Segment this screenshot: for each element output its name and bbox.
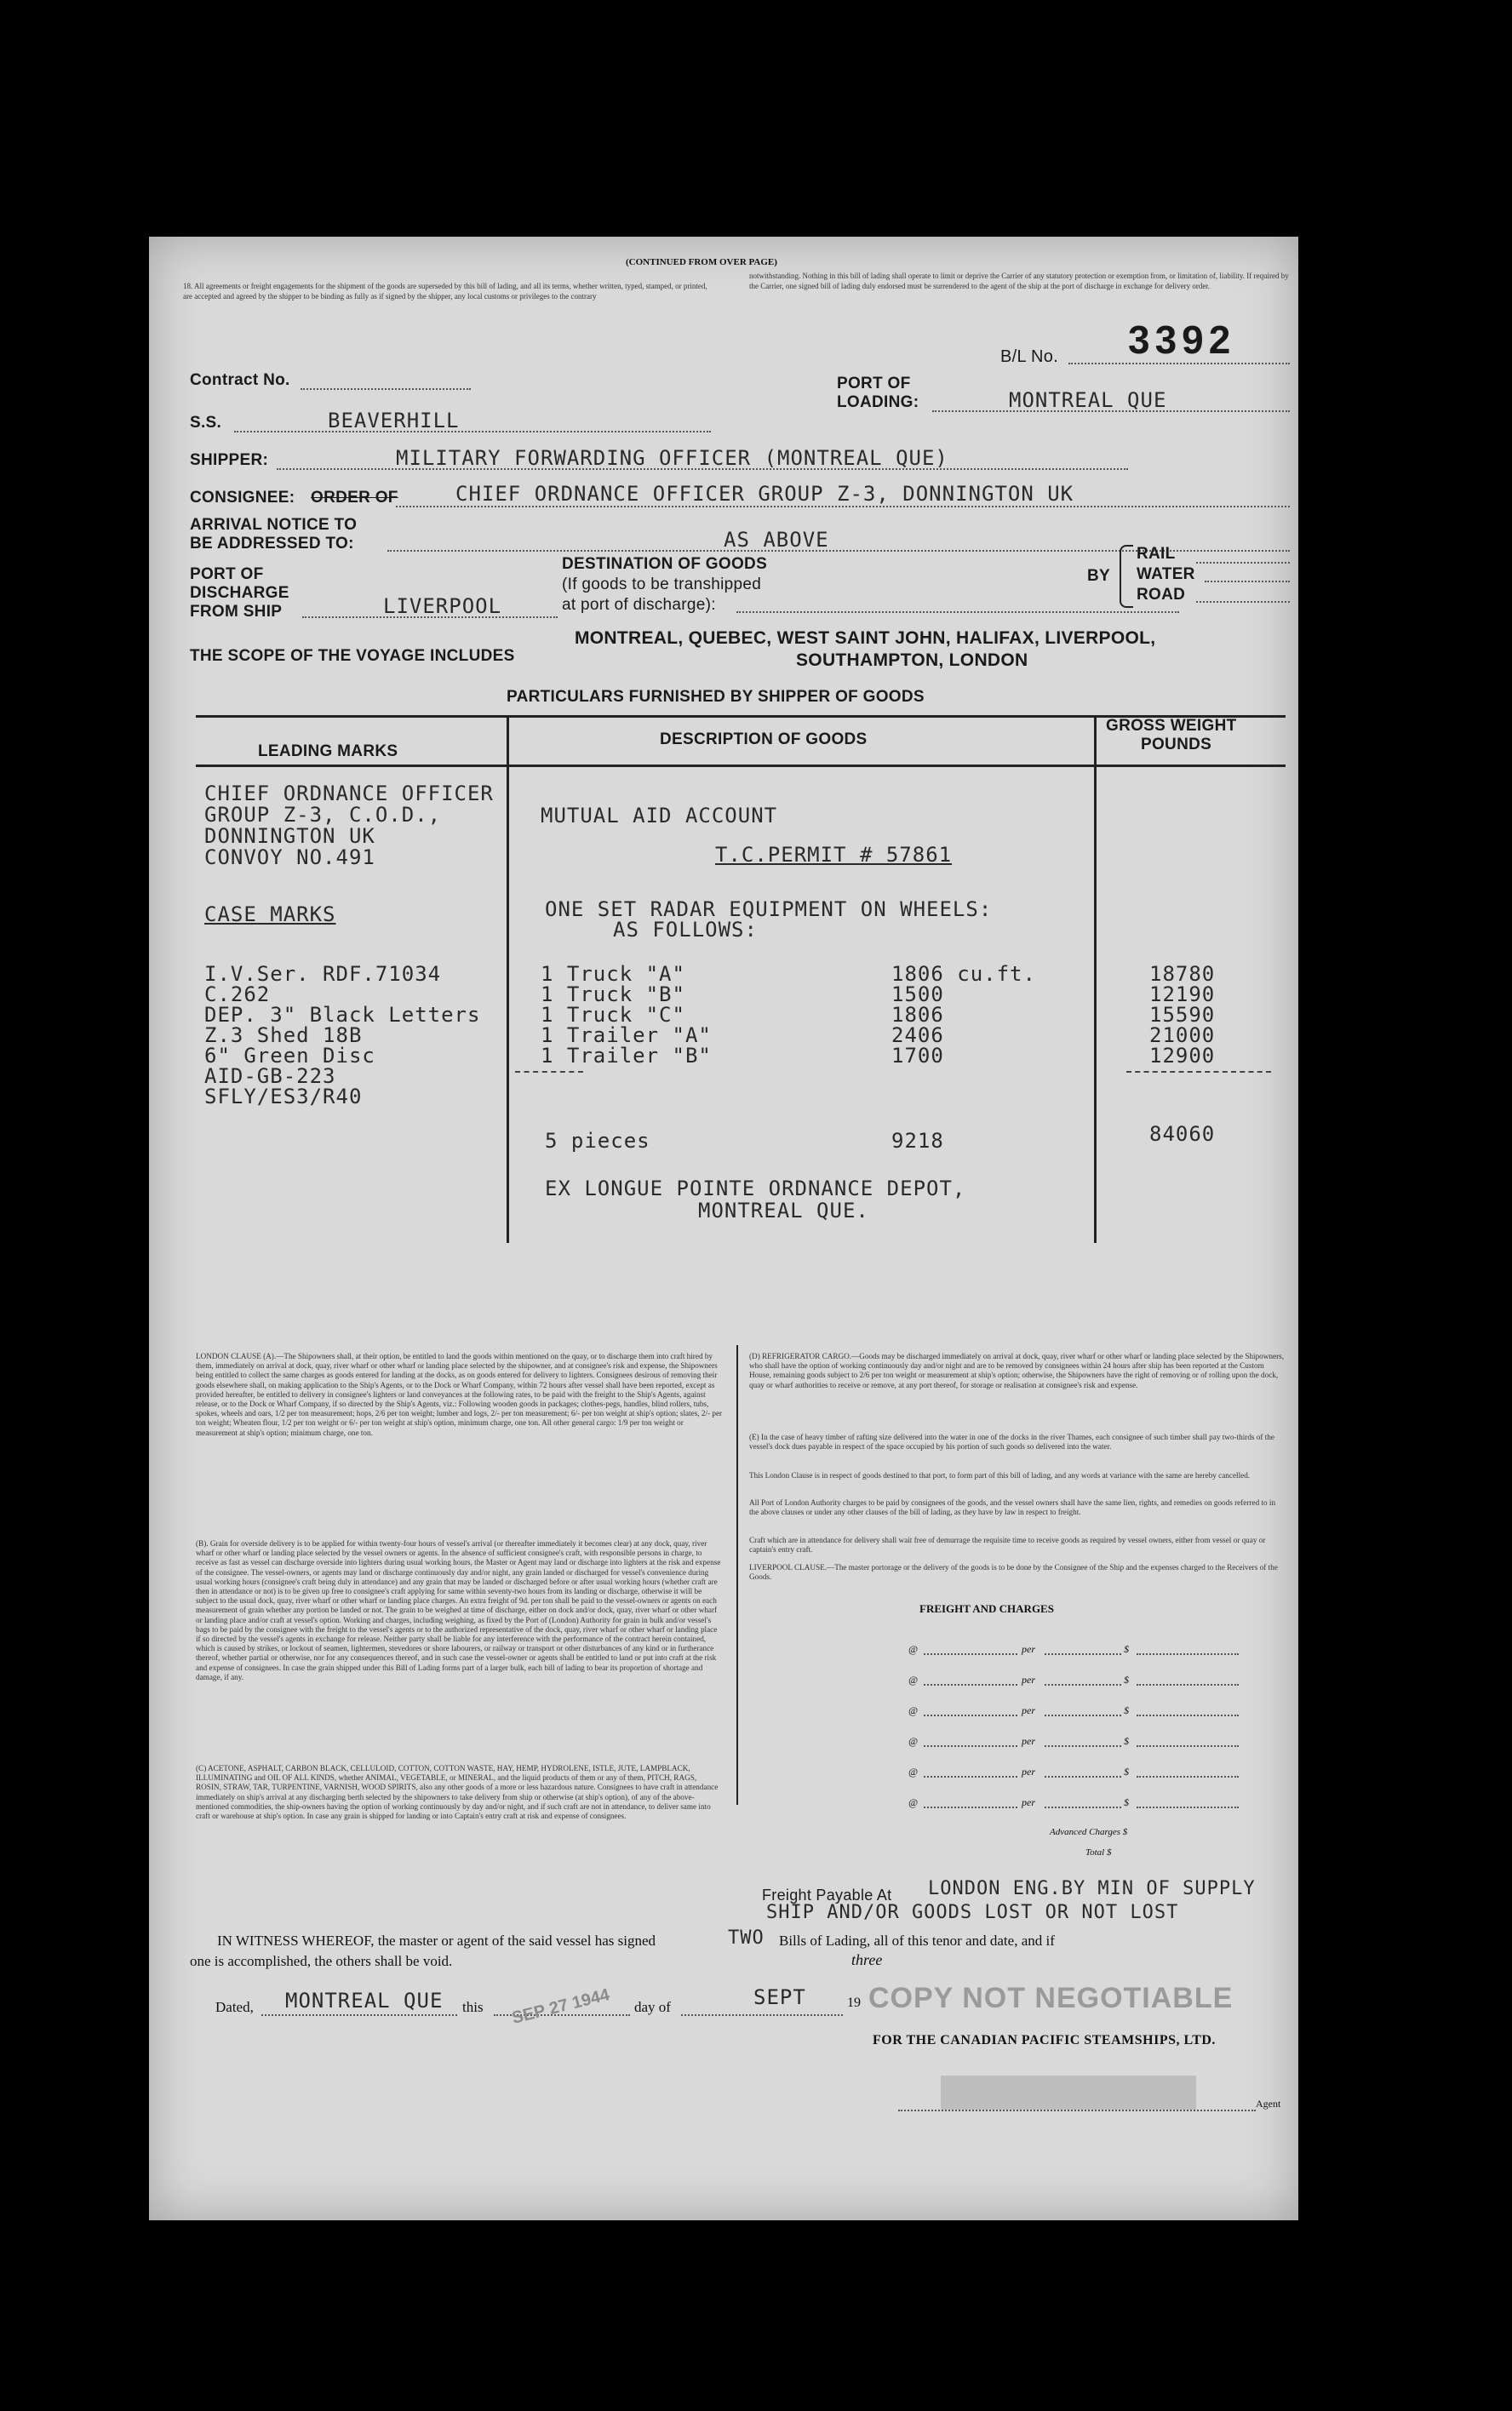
copy-not-negotiable-stamp: COPY NOT NEGOTIABLE — [868, 1982, 1234, 2014]
freight-dollar: $ — [1124, 1643, 1129, 1655]
shipper-label: SHIPPER: — [190, 451, 269, 469]
item-cuft: 1806 — [891, 1003, 944, 1027]
mark-line-1: CHIEF ORDNANCE OFFICER — [204, 782, 494, 805]
company-signature-line: FOR THE CANADIAN PACIFIC STEAMSHIPS, LTD. — [873, 2033, 1216, 2047]
discharge-label-1: PORT OF — [190, 565, 264, 583]
freight-dollar: $ — [1124, 1796, 1129, 1808]
freight-rate-line — [924, 1684, 1017, 1686]
day-of-label: day of — [634, 1999, 671, 2015]
arrival-value: AS ABOVE — [724, 528, 829, 552]
month-line — [681, 2014, 843, 2016]
freight-unit-line — [1045, 1653, 1121, 1655]
agent-label: Agent — [1256, 2098, 1281, 2110]
desc-account: MUTUAL AID ACCOUNT — [541, 804, 778, 828]
destination-line — [736, 611, 1179, 613]
case-marks-title: CASE MARKS — [204, 902, 336, 926]
table-header-rule — [196, 765, 1286, 767]
col-pounds: POUNDS — [1141, 736, 1212, 753]
item-cuft: 1700 — [891, 1044, 944, 1068]
desc-set-2: AS FOLLOWS: — [613, 918, 758, 942]
col-leading-marks: LEADING MARKS — [258, 742, 398, 760]
consignee-value: CHIEF ORDNANCE OFFICER GROUP Z-3, DONNINGTON UK — [455, 482, 1074, 506]
freight-unit-line — [1045, 1807, 1121, 1808]
freight-per: per — [1022, 1704, 1035, 1716]
freight-rate-line — [924, 1745, 1017, 1747]
destination-label-3: at port of discharge): — [562, 596, 716, 614]
case-mark-7: SFLY/ES3/R40 — [204, 1085, 363, 1108]
freight-unit-line — [1045, 1745, 1121, 1747]
freight-at: @ — [908, 1735, 919, 1747]
freight-per: per — [1022, 1674, 1035, 1686]
by-water: WATER — [1137, 565, 1195, 583]
witness-line-1b: Bills of Lading, all of this tenor and date, and if — [779, 1933, 1055, 1949]
item-desc: 1 Truck "A" — [541, 962, 685, 986]
freight-unit-line — [1045, 1684, 1121, 1686]
freight-title: FREIGHT AND CHARGES — [919, 1602, 1054, 1615]
freight-amount-line — [1137, 1653, 1239, 1655]
freight-dollar: $ — [1124, 1735, 1129, 1747]
bill-of-lading-sheet — [149, 237, 1298, 2220]
dated-label: Dated, — [215, 1999, 254, 2015]
freight-unit-line — [1045, 1776, 1121, 1778]
freight-rate-line — [924, 1715, 1017, 1716]
freight-unit-line — [1045, 1715, 1121, 1716]
scope-value-1: MONTREAL, QUEBEC, WEST SAINT JOHN, HALIFAX, LIVERPOOL, — [575, 628, 1156, 648]
case-mark-1: I.V.Ser. RDF.71034 — [204, 962, 442, 986]
ss-line — [234, 431, 711, 432]
dated-line — [261, 2014, 457, 2016]
by-rail-line — [1196, 562, 1290, 564]
by-road: ROAD — [1137, 586, 1186, 604]
freight-rate-line — [924, 1653, 1017, 1655]
month-value: SEPT — [753, 1985, 806, 2009]
case-mark-3: DEP. 3" Black Letters — [204, 1003, 481, 1027]
ex-depot-1: EX LONGUE POINTE ORDNANCE DEPOT, — [545, 1177, 966, 1200]
mark-line-2: GROUP Z-3, C.O.D., — [204, 803, 442, 827]
mark-line-4: CONVOY NO.491 — [204, 845, 375, 869]
london-clause-f: This London Clause is in respect of goods destined to that port, to form part of this bill of lading, and any words at variance with the same are hereby cancelled. — [749, 1471, 1251, 1480]
desc-set-1: ONE SET RADAR EQUIPMENT ON WHEELS: — [545, 897, 993, 921]
date-stamp: SEP 27 1944 — [509, 1985, 612, 2028]
advanced-charges-label: Advanced Charges $ — [1050, 1827, 1128, 1837]
discharge-label-3: FROM SHIP — [190, 603, 283, 621]
witness-count-typed: TWO — [728, 1927, 765, 1949]
total-weight: 84060 — [1149, 1122, 1216, 1146]
freight-per: per — [1022, 1643, 1035, 1655]
by-rail: RAIL — [1137, 545, 1176, 563]
table-col-divider-2 — [1094, 715, 1097, 1243]
liverpool-clause: LIVERPOOL CLAUSE.—The master portorage or the delivery of the goods is to be done by the Consignee of the Ship and the expenses charged to the Receivers of the Goods. — [749, 1563, 1278, 1582]
clause-18-left: 18. All agreements or freight engagements for the shipment of the goods are superseded by this bill of lading, and all its terms, whether written, typed, stamped, or printed, are accepted and agreed by the shipper to be binding as fully as if signed by the shipper, any local customs or privileges to the contrary — [183, 282, 707, 301]
case-mark-5: 6" Green Disc — [204, 1044, 375, 1068]
freight-payable-value-2: SHIP AND/OR GOODS LOST OR NOT LOST — [766, 1902, 1179, 1923]
london-clause-e: (E) In the case of heavy timber of rafting size delivered into the water in one of the docks in the river Thames, each consignee of such timber shall pay two-thirds of the vessel's dock dues payable in respect of the space occupied by his portion of such goods so delivered into the water. — [749, 1433, 1274, 1452]
freight-per: per — [1022, 1766, 1035, 1778]
destination-label-2: (If goods to be transhipped — [562, 576, 762, 593]
continued-note: (CONTINUED FROM OVER PAGE) — [626, 257, 777, 267]
mark-line-3: DONNINGTON UK — [204, 824, 375, 848]
contract-line — [301, 388, 471, 390]
arrival-label-1: ARRIVAL NOTICE TO — [190, 516, 358, 534]
witness-count-handwritten: three — [851, 1951, 883, 1968]
freight-payable-label: Freight Payable At — [762, 1887, 892, 1904]
freight-dollar: $ — [1124, 1674, 1129, 1686]
signature-smudge — [941, 2076, 1196, 2110]
item-cuft: 1806 cu.ft. — [891, 962, 1036, 986]
freight-rate-line — [924, 1807, 1017, 1808]
freight-amount-line — [1137, 1684, 1239, 1686]
witness-line-1a: IN WITNESS WHEREOF, the master or agent of the said vessel has signed — [217, 1933, 656, 1949]
agent-line — [898, 2110, 1256, 2111]
freight-amount-line — [1137, 1715, 1239, 1716]
freight-dollar: $ — [1124, 1766, 1129, 1778]
total-cuft: 9218 — [891, 1129, 944, 1153]
consignee-label: CONSIGNEE: — [190, 489, 295, 507]
by-water-line — [1205, 581, 1290, 582]
london-clause-b: (B). Grain for overside delivery is to be applied for within twenty-four hours of vessel's arrival (or thereafter immediately it becomes clear) at any dock, quay, river wharf or other wharf or landing place selected by the vessel owners or agents. In the absence of sufficient consignee's craft, with responsible persons in charge, to receive as fast as vessel can discharge overside into lighters during usual working hours, the Master or Agent may land or discharge into lighters at the risk and expense of the consignee. The vessel-owners, or agents may land or discharge continuously day and/or night, any grain landed or discharged for vessel's convenience during usual working hours (consignee's craft being duly in attendance) and any grain that may be landed or discharged before or after usual working hours (whether craft are then in attendance or not) is to be given up free to consignee's craft applying for same within seventy-two hours from its landing or discharge, otherwise it will be subject to the usual dock, quay, river wharf or other wharf or landing place charges. An extra freight of 9d. per ton shall be paid to the vessel-owners or agents on each measurement of grain whether any portion be landed or not. The grain to be weighed at time of discharge, either on dock and/or dock, quay, river wharf or other wharf or landing place and/or craft at vessel's option. Working and charges, including weighing, as fixed by the Port of (London) Authority for grain in bulk and/or vessel's bags to be paid by the consignee with the freight to the vessel's agents or to the authorized representative of the dock, quay, river wharf or other wharf or landing place if so directed by the vessel's agents in exchange for release. Neither party shall be liable for any interference with the performance of the contract herein contained, which is caused by strikes, or lockout of seamen, lightermen, stevedores or shore labourers, or railway or transport or other disturbances of any kind or in furtherance thereof, whether partial or otherwise, nor for any consequences thereof, and in such case the vessel-owner or agents shall be entitled to land or put into craft at the risk and expense of consignees. In case the grain shipped under this Bill of Lading forms part of a larger bulk, each bill of lading to bear its proportion of shortage and damage, if any. — [196, 1539, 721, 1681]
subtotal-rule-left — [515, 1071, 583, 1073]
scope-label: THE SCOPE OF THE VOYAGE INCLUDES — [190, 647, 515, 665]
item-desc: 1 Truck "B" — [541, 982, 685, 1006]
bl-number-line — [1068, 363, 1290, 364]
year-prefix: 19 — [847, 1996, 861, 2010]
port-loading-value: MONTREAL QUE — [1009, 388, 1167, 412]
freight-payable-value-1: LONDON ENG.BY MIN OF SUPPLY — [928, 1878, 1256, 1899]
freight-at: @ — [908, 1766, 919, 1778]
freight-amount-line — [1137, 1807, 1239, 1808]
discharge-label-2: DISCHARGE — [190, 584, 289, 602]
item-desc: 1 Truck "C" — [541, 1003, 685, 1027]
by-label: BY — [1087, 567, 1110, 585]
freight-dollar: $ — [1124, 1704, 1129, 1716]
destination-label-1: DESTINATION OF GOODS — [562, 555, 768, 573]
freight-at: @ — [908, 1796, 919, 1808]
table-col-divider-1 — [507, 715, 509, 1243]
ss-label: S.S. — [190, 414, 222, 432]
item-desc: 1 Trailer "B" — [541, 1044, 712, 1068]
freight-amount-line — [1137, 1776, 1239, 1778]
freight-at: @ — [908, 1643, 919, 1655]
item-weight: 21000 — [1149, 1023, 1216, 1047]
ss-value: BEAVERHILL — [328, 409, 460, 432]
clause-18-right: notwithstanding. Nothing in this bill of lading shall operate to limit or deprive the Carrier of any statutory protection or exemption from, or limitation of, liability. If required by the Carrier, one signed bill of lading duly endorsed must be surrendered to the agent of the ship at the port of discharge in exchange for delivery order. — [749, 272, 1289, 290]
total-charges-label: Total $ — [1085, 1847, 1112, 1858]
bl-number-label: B/L No. — [1000, 347, 1059, 366]
freight-rate-line — [924, 1776, 1017, 1778]
consignee-line — [396, 506, 1290, 507]
by-brace — [1120, 545, 1133, 608]
shipper-value: MILITARY FORWARDING OFFICER (MONTREAL QUE) — [396, 446, 948, 470]
case-mark-4: Z.3 Shed 18B — [204, 1023, 363, 1047]
subtotal-rule-right — [1126, 1071, 1271, 1073]
dated-value: MONTREAL QUE — [285, 1989, 444, 2013]
consignee-struck-text: ORDER OF — [311, 489, 398, 507]
case-mark-2: C.262 — [204, 982, 271, 1006]
freight-per: per — [1022, 1796, 1035, 1808]
bl-number: 3392 — [1128, 318, 1236, 362]
ex-depot-2: MONTREAL QUE. — [698, 1199, 869, 1223]
item-weight: 18780 — [1149, 962, 1216, 986]
col-description: DESCRIPTION OF GOODS — [660, 730, 868, 748]
item-weight: 12900 — [1149, 1044, 1216, 1068]
freight-per: per — [1022, 1735, 1035, 1747]
col-gross-weight: GROSS WEIGHT — [1106, 717, 1237, 735]
case-mark-6: AID-GB-223 — [204, 1064, 336, 1088]
discharge-value: LIVERPOOL — [383, 594, 502, 618]
this-label: this — [462, 1999, 484, 2015]
arrival-label-2: BE ADDRESSED TO: — [190, 535, 354, 553]
port-loading-label-1: PORT OF — [837, 375, 911, 392]
london-clause-c: (C) ACETONE, ASPHALT, CARBON BLACK, CELLULOID, COTTON, COTTON WASTE, HAY, HEMP, HYDROLENE, ISTLE, JUTE, LAMPBLACK, ILLUMINATING and OIL OF ALL KINDS, whether ANIMAL, VEGETABLE, or MINERAL, and the liquid products of them or any of them, PITCH, RAGS, ROSIN, STRAW, TAR, TURPENTINE, VARNISH, WOOD SPIRITS, also any other goods of a more or less hazardous nature. Consignees to have craft in attendance immediately on ship's arrival at any discharging berth selected by the shipowners to take delivery from ship or otherwise (at ship's option), of any of the above-mentioned commodities, the ship-owners having the option of working continuously by day and/or night, and if such craft are not in attendance, to deliver same into craft or warehouse at ship's option. In case any grain is shipped for landing or into Captain's entry craft at risk and expense of consignees. — [196, 1764, 719, 1821]
desc-permit: T.C.PERMIT # 57861 — [715, 843, 953, 867]
particulars-heading: PARTICULARS FURNISHED BY SHIPPER OF GOODS — [507, 688, 925, 706]
item-weight: 12190 — [1149, 982, 1216, 1006]
scope-value-2: SOUTHAMPTON, LONDON — [796, 650, 1028, 670]
london-clause-g: All Port of London Authority charges to be paid by consignees of the goods, and the vessel owners shall have the same lien, rights, and remedies on goods referred to in the above clauses or under any other clauses of the bill of lading, as they have by law in respect to freight. — [749, 1498, 1276, 1517]
port-loading-label-2: LOADING: — [837, 393, 919, 411]
item-cuft: 1500 — [891, 982, 944, 1006]
london-clause-a: LONDON CLAUSE (A).—The Shipowners shall, at their option, be entitled to land the goods within mentioned on the quay, or to discharge them into craft hired by them, immediately on arrival at dock, quay, river wharf or other wharf or landing place selected by the shipowner, and at consignee's risk and expense, the Shipowners being entitled to collect the same charges as goods entered for landing at the docks, as on goods entered for delivery to lighters. Consignees desirous of removing their goods elsewhere shall, on making application to the Ship's Agents, or to the Dock or Wharf Company, within 72 hours after vessel shall have been reported, except as provided hereafter, be entitled to delivery in consignee's lighters or land conveyances at the following rates, to be paid with the freight to the Ship's Agents, against release, or to the Dock or Wharf Company, if so directed by the Ship's Agents, viz.: Following wooden goods in packages; clothes-pegs, handles, blind rollers, tubs, spokes, wheels and oars, 1/2 per ton measurement; hops, 2/6 per ton weight; lumber and logs, 2/- per ton measurement; 6/- per ton weight at ship's option; slates, 2/- per ton weight; Wheaten flour, 1/2 per ton weight or 6/- per ton weight at ship's option, minimum charge, one ton. All other general cargo: 1/9 per ton weight or measurement at ship's option; minimum charge, one ton. — [196, 1352, 723, 1437]
item-cuft: 2406 — [891, 1023, 944, 1047]
witness-line-2: one is accomplished, the others shall be void. — [190, 1953, 453, 1969]
contract-label: Contract No. — [190, 371, 290, 389]
freight-at: @ — [908, 1704, 919, 1716]
freight-amount-line — [1137, 1745, 1239, 1747]
freight-at: @ — [908, 1674, 919, 1686]
london-clause-d: (D) REFRIGERATOR CARGO.—Goods may be discharged immediately on arrival at dock, quay, river wharf or other wharf or landing place selected by the Shipowners, who shall have the option of working continuously day and/or night and are to be removed by consignees within 24 hours after ship has been reported at the Custom House, remaining goods subject to 2/6 per ton weight or measurement at ship's option; otherwise, the Shipowners have the right of removing or of rolling upon the dock, quay or wharf authorities to receive or remove, at any port thereof, for storage or realisation at consignee's risk and expense. — [749, 1352, 1284, 1389]
clause-divider — [736, 1345, 738, 1805]
total-pieces: 5 pieces — [545, 1129, 650, 1153]
by-road-line — [1196, 601, 1290, 603]
london-clause-h: Craft which are in attendance for delivery shall wait free of demurrage the requisite time to receive goods as required by vessel owners, either from vessel or quay or captain's entry craft. — [749, 1536, 1266, 1555]
item-weight: 15590 — [1149, 1003, 1216, 1027]
item-desc: 1 Trailer "A" — [541, 1023, 712, 1047]
